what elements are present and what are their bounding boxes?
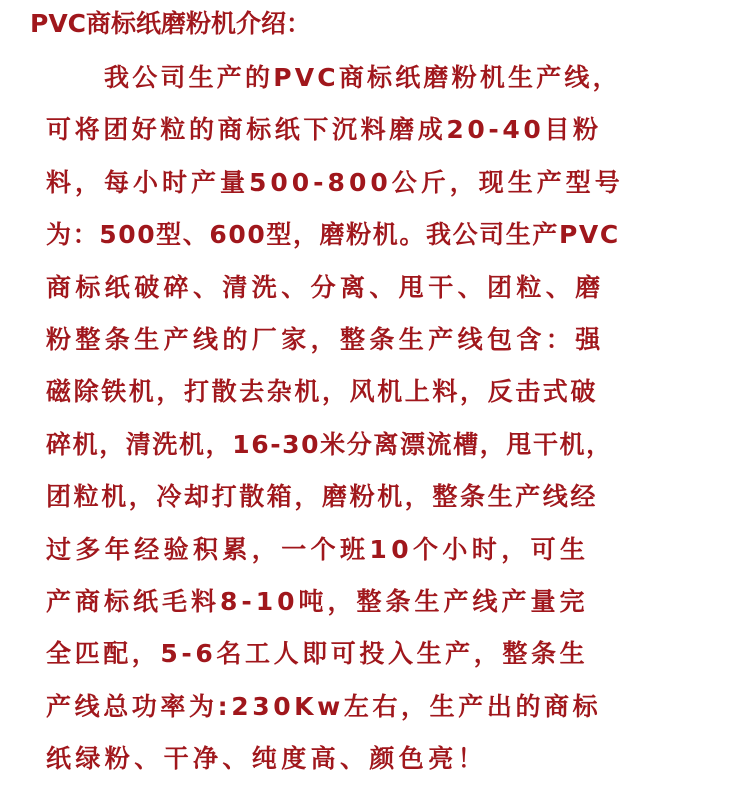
paragraph-line-11: 产商标纸毛料8-10吨，整条生产线产量完 [46, 586, 589, 616]
paragraph-line-8: 碎机，清洗机，16-30米分离漂流槽，甩干机， [46, 429, 613, 459]
paragraph-line-13: 产线总功率为:230Kw左右，生产出的商标 [46, 691, 602, 721]
paragraph-line-5: 商标纸破碎、清洗、分离、甩干、团粒、磨 [46, 272, 605, 302]
paragraph-line-2: 可将团好粒的商标纸下沉料磨成20-40目粉 [46, 115, 602, 145]
document-title: PVC商标纸磨粉机介绍： [30, 9, 312, 38]
paragraph-line-14: 纸绿粉、干净、纯度高、颜色亮！ [46, 744, 488, 774]
paragraph-line-9: 团粒机，冷却打散箱，磨粉机，整条生产线经 [46, 482, 599, 512]
paragraph-line-7: 磁除铁机，打散去杂机，风机上料，反击式破 [46, 377, 599, 407]
paragraph-line-6: 粉整条生产线的厂家，整条生产线包含：强 [46, 324, 605, 354]
paragraph-line-3: 料，每小时产量500-800公斤，现生产型号 [46, 167, 624, 197]
paragraph-line-10: 过多年经验积累，一个班10个小时，可生 [46, 534, 590, 564]
paragraph-line-4: 为：500型、600型，磨粉机。我公司生产PVC [46, 220, 620, 250]
description-paragraph [46, 52, 722, 785]
paragraph-line-12: 全匹配，5-6名工人即可投入生产，整条生 [46, 639, 589, 669]
paragraph-line-1: 我公司生产的PVC商标纸磨粉机生产线， [104, 63, 621, 92]
